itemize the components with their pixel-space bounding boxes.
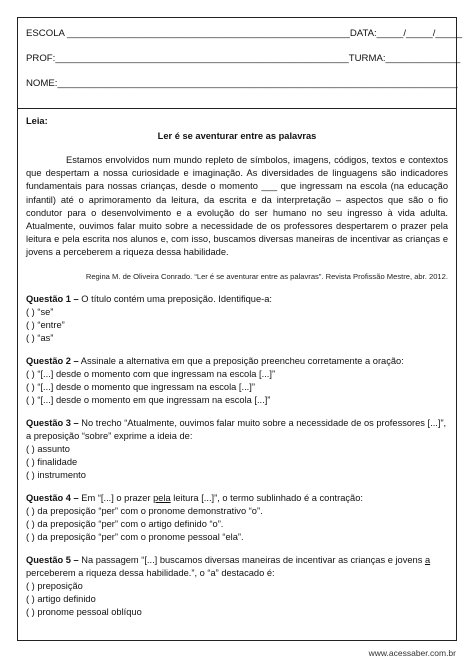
question-number: Questão 5 – [26, 554, 79, 565]
answer-option[interactable]: ( ) “se” [26, 306, 54, 317]
school-field[interactable] [26, 28, 463, 39]
answer-option[interactable]: ( ) “[...] desde o momento com que ingressam na escola [...]” [26, 368, 276, 379]
teacher-field-text: PROF:_______________________________________________________TURMA:______________ [26, 53, 461, 64]
answer-option[interactable]: ( ) da preposição “per” com o artigo definido “o”. [26, 518, 224, 529]
question-text: Na passagem “[...] buscamos diversas maneiras de incentivar as crianças e jovens [78, 554, 425, 565]
question-5 [26, 554, 448, 619]
text-title: Ler é se aventurar entre as palavras [157, 131, 317, 141]
question-stem [26, 293, 448, 306]
question-4 [26, 492, 448, 544]
underlined-term: a [424, 554, 431, 565]
question-2 [26, 355, 448, 407]
read-label: Leia: [26, 116, 48, 126]
reading-paragraph: Estamos envolvidos num mundo repleto de símbolos, imagens, códigos, textos e contextos que despertam a nossa curiosidade e imaginação. As diversidades de linguagens são indicadores fundamentais para nossas crianças, desde o momento ___ que ingressam na escola (na educação infantil) até o aprimoramento da leitura, da escrita e da interpretação – aspectos que são o fio condutor para o desenvolvimento e a evolução do ser humano no seu ingresso à vida adulta. Atualmente, ouvimos falar muito sobre a necessidade de os professores despertarem o prazer pela leitura e pela escrita nos alunos e, com isso, buscamos diversas maneiras de incentivar as crianças e jovens a perceberem a riqueza dessa habilidade. [26, 155, 448, 258]
answer-option[interactable]: ( ) preposição [26, 580, 83, 591]
school-field-text: ESCOLA _____________________________________________________DATA:_____/_____/_____ [26, 28, 463, 39]
question-text: Em “[...] o prazer [78, 492, 154, 503]
question-stem [26, 417, 448, 443]
answer-option[interactable]: ( ) finalidade [26, 456, 78, 467]
answer-option[interactable]: ( ) instrumento [26, 469, 86, 480]
question-3 [26, 417, 448, 482]
question-1 [26, 293, 448, 345]
citation: Regina M. de Oliveira Conrado. “Ler é se aventurar entre as palavras”. Revista Profissão Mestre, abr. 2012. [85, 271, 448, 281]
teacher-field[interactable] [26, 53, 461, 64]
question-text: O título contém uma preposição. Identifique-a: [78, 293, 272, 304]
worksheet-body [26, 115, 448, 629]
question-stem [26, 492, 448, 505]
answer-option[interactable]: ( ) “[...] desde o momento em que ingressam na escola [...]” [26, 394, 271, 405]
header-divider [18, 108, 456, 109]
question-text: perceberem a riqueza dessa habilidade.”, o “a” destacado é: [26, 567, 275, 578]
question-text: leitura [...]”, o termo sublinhado é a contração: [170, 492, 363, 503]
answer-option[interactable]: ( ) da preposição “per” com o pronome pessoal “ela”. [26, 531, 244, 542]
underlined-term: pela [153, 492, 171, 503]
name-field-text: NOME:___________________________________________________________________________ [26, 78, 458, 89]
worksheet-frame [17, 17, 463, 641]
answer-option[interactable]: ( ) “entre” [26, 319, 65, 330]
question-number: Questão 2 – [26, 355, 79, 366]
question-number: Questão 1 – [26, 293, 79, 304]
footer-url[interactable]: www.acessaber.com.br [368, 648, 456, 658]
question-stem [26, 554, 448, 580]
answer-option[interactable]: ( ) “[...] desde o momento que ingressam na escola [...]” [26, 381, 255, 392]
answer-option[interactable]: ( ) artigo definido [26, 593, 96, 604]
question-number: Questão 4 – [26, 492, 79, 503]
question-text: No trecho “Atualmente, ouvimos falar muito sobre a necessidade de os professores [...]”, a preposição “sobre” exprime a ideia de: [26, 417, 447, 441]
question-text: Assinale a alternativa em que a preposição preencheu corretamente a oração: [78, 355, 404, 366]
answer-option[interactable]: ( ) “as” [26, 332, 54, 343]
answer-option[interactable]: ( ) assunto [26, 443, 70, 454]
answer-option[interactable]: ( ) pronome pessoal oblíquo [26, 606, 142, 617]
name-field[interactable] [26, 78, 458, 89]
question-stem [26, 355, 448, 368]
answer-option[interactable]: ( ) da preposição “per” com o pronome demonstrativo “o”. [26, 505, 263, 516]
question-number: Questão 3 – [26, 417, 79, 428]
